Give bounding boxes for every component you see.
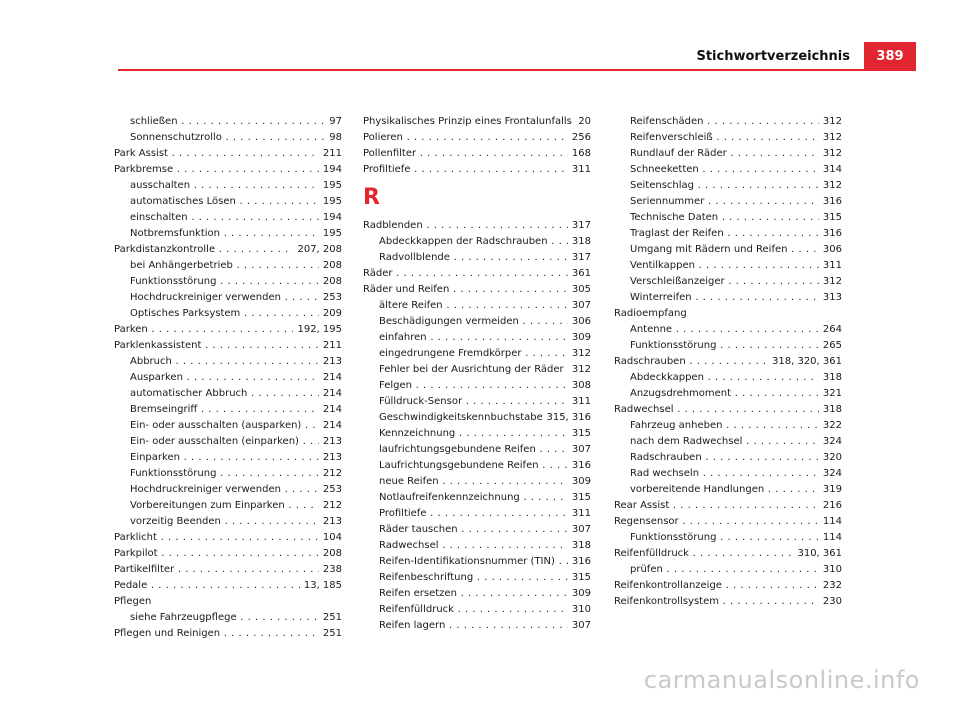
index-entry-label: eingedrungene Fremdkörper . . . <box>379 348 591 359</box>
index-subentry <box>114 418 342 434</box>
header-rule <box>118 69 916 71</box>
index-subentry <box>363 570 591 586</box>
index-entry-label: automatisches Lösen . . . <box>130 196 342 207</box>
index-entry-pages: 265 <box>819 338 842 354</box>
index-entry-pages: 195 <box>319 226 342 242</box>
index-entry-label: Reifenbeschriftung . . . <box>379 572 591 583</box>
index-entry-label: Reifenfülldruck . . . <box>614 548 842 559</box>
index-entry-pages: 322 <box>819 418 842 434</box>
index-entry-pages: 213 <box>319 354 342 370</box>
index-entry-pages: 214 <box>319 370 342 386</box>
index-entry-pages: 320 <box>819 450 842 466</box>
index-subentry <box>614 562 842 578</box>
index-entry-label: Antenne . . . <box>630 324 842 335</box>
index-subentry <box>114 466 342 482</box>
index-entry-label: neue Reifen . . . <box>379 476 591 487</box>
index-subentry <box>614 322 842 338</box>
index-entry-label: Radblenden . . . <box>363 220 591 231</box>
index-entry-label: Umgang mit Rädern und Reifen . . . <box>630 244 842 255</box>
index-entry-pages: 324 <box>819 434 842 450</box>
index-subentry <box>614 258 842 274</box>
index-subentry <box>614 146 842 162</box>
index-entry-label: vorzeitig Beenden . . . <box>130 516 342 527</box>
index-entry-label: Radwechsel . . . <box>379 540 591 551</box>
index-entry-pages: 318 <box>568 538 591 554</box>
index-entry-pages: 315 <box>568 426 591 442</box>
index-entry-label: Rear Assist . . . <box>614 500 842 511</box>
index-subentry <box>363 250 591 266</box>
index-entry-pages: 318, 320, 361 <box>768 354 842 370</box>
index-entry-label: Pflegen und Reinigen . . . <box>114 628 342 639</box>
index-entry-label: Ausparken . . . <box>130 372 342 383</box>
index-subentry <box>614 130 842 146</box>
index-entry <box>363 162 591 178</box>
index-entry-pages: 312 <box>819 178 842 194</box>
index-entry-label: Hochdruckreiniger verwenden . . . <box>130 292 342 303</box>
index-entry <box>114 546 342 562</box>
index-entry-label: Parken . . . <box>114 324 342 335</box>
index-entry <box>114 162 342 178</box>
index-entry-label: Seitenschlag . . . <box>630 180 842 191</box>
index-subentry <box>114 210 342 226</box>
index-subentry <box>114 402 342 418</box>
index-subentry <box>363 442 591 458</box>
index-subentry <box>114 514 342 530</box>
index-entry-pages: 312 <box>819 274 842 290</box>
index-entry-pages: 212 <box>319 498 342 514</box>
index-subentry <box>363 346 591 362</box>
index-entry-label: Notlaufreifenkennzeichnung . . . <box>379 492 591 503</box>
index-entry-label: Optisches Parksystem . . . <box>130 308 342 319</box>
index-subentry <box>614 370 842 386</box>
index-subentry <box>363 554 591 570</box>
index-subentry <box>114 130 342 146</box>
index-entry-pages: 253 <box>319 482 342 498</box>
index-entry-pages: 211 <box>319 338 342 354</box>
index-entry-pages: 312 <box>568 346 591 362</box>
index-entry <box>614 594 842 610</box>
index-entry-pages: 216 <box>819 498 842 514</box>
index-entry-pages: 315, 316 <box>542 410 591 426</box>
index-entry-label: Ein- oder ausschalten (ausparken) . . . <box>130 420 342 431</box>
index-entry-pages: 310, 361 <box>793 546 842 562</box>
index-entry-pages: 307 <box>568 442 591 458</box>
index-entry-label: Seriennummer . . . <box>630 196 842 207</box>
index-entry-pages: 114 <box>819 530 842 546</box>
index-subentry <box>363 602 591 618</box>
index-subentry <box>614 338 842 354</box>
index-entry-label: Parklicht . . . <box>114 532 342 543</box>
index-subentry <box>614 194 842 210</box>
index-entry-pages: 214 <box>319 418 342 434</box>
index-subentry <box>363 378 591 394</box>
index-entry <box>114 626 342 642</box>
index-subentry <box>363 490 591 506</box>
index-entry <box>114 146 342 162</box>
index-entry-label: Partikelfilter . . . <box>114 564 342 575</box>
index-entry-label: Anzugsdrehmoment . . . <box>630 388 842 399</box>
index-entry-label: Traglast der Reifen . . . <box>630 228 842 239</box>
index-entry-label: Abdeckkappen der Radschrauben . . . <box>379 236 591 247</box>
index-entry-pages: 230 <box>819 594 842 610</box>
index-entry-label: Geschwindigkeitskennbuchstabe . . . <box>379 412 591 423</box>
index-entry-label: siehe Fahrzeugpflege . . . <box>130 612 342 623</box>
index-entry-label: Sonnenschutzrollo . . . <box>130 132 342 143</box>
index-entry-pages: 13, 185 <box>300 578 342 594</box>
index-entry-label: ausschalten . . . <box>130 180 342 191</box>
index-entry-label: Fahrzeug anheben . . . <box>630 420 842 431</box>
index-entry <box>614 402 842 418</box>
index-entry <box>614 306 842 322</box>
index-subentry <box>114 450 342 466</box>
index-subentry <box>614 434 842 450</box>
index-entry-label: ältere Reifen . . . <box>379 300 591 311</box>
index-entry-label: Beschädigungen vermeiden . . . <box>379 316 591 327</box>
index-entry-label: Radvollblende . . . <box>379 252 591 263</box>
index-entry-label: Reifen ersetzen . . . <box>379 588 591 599</box>
index-entry-pages: 312 <box>819 130 842 146</box>
index-entry-label: Funktionsstörung . . . <box>130 276 342 287</box>
index-entry-pages: 213 <box>319 514 342 530</box>
index-entry-pages: 194 <box>319 210 342 226</box>
index-entry-label: Funktionsstörung . . . <box>630 340 842 351</box>
index-entry-pages: 194 <box>319 162 342 178</box>
index-entry-label: Profiltiefe . . . <box>363 164 591 175</box>
index-entry-pages: 20 <box>574 114 591 130</box>
index-subentry <box>614 466 842 482</box>
index-entry-pages: 311 <box>819 258 842 274</box>
index-entry-pages: 321 <box>819 386 842 402</box>
index-entry-pages: 213 <box>319 434 342 450</box>
index-entry-label: Radwechsel . . . <box>614 404 842 415</box>
index-entry-label: einfahren . . . <box>379 332 591 343</box>
index-entry-pages: 207, 208 <box>293 242 342 258</box>
index-entry-pages: 307 <box>568 618 591 634</box>
index-entry-label: einschalten . . . <box>130 212 342 223</box>
index-entry-label: automatischer Abbruch . . . <box>130 388 342 399</box>
index-entry-label: Technische Daten . . . <box>630 212 842 223</box>
index-subentry <box>363 234 591 250</box>
index-entry-label: Parkbremse . . . <box>114 164 342 175</box>
index-entry-label: Parkpilot . . . <box>114 548 342 559</box>
watermark-text: carmanualsonline.info <box>643 666 920 694</box>
index-entry <box>614 498 842 514</box>
index-entry-pages: 315 <box>819 210 842 226</box>
index-entry <box>614 546 842 562</box>
index-subentry <box>114 274 342 290</box>
index-entry-pages: 114 <box>819 514 842 530</box>
index-subentry <box>114 434 342 450</box>
index-subentry <box>114 114 342 130</box>
index-entry-pages: 316 <box>819 226 842 242</box>
index-subentry <box>114 290 342 306</box>
index-entry-pages: 316 <box>819 194 842 210</box>
index-subentry <box>363 458 591 474</box>
index-entry-pages: 319 <box>819 482 842 498</box>
index-entry <box>114 242 342 258</box>
index-entry-label: Schneeketten . . . <box>630 164 842 175</box>
index-subentry <box>363 426 591 442</box>
index-subentry <box>614 530 842 546</box>
index-entry-label: Regensensor . . . <box>614 516 842 527</box>
index-entry-pages: 213 <box>319 450 342 466</box>
index-entry-pages: 315 <box>568 490 591 506</box>
index-entry <box>114 322 342 338</box>
index-subentry <box>614 386 842 402</box>
index-entry-pages: 310 <box>568 602 591 618</box>
index-subentry <box>614 450 842 466</box>
index-subentry <box>114 386 342 402</box>
index-entry-label: Räder und Reifen . . . <box>363 284 591 295</box>
index-entry-label: Reifenfülldruck . . . <box>379 604 591 615</box>
index-subentry <box>363 506 591 522</box>
index-entry-label: Ein- oder ausschalten (einparken) . . . <box>130 436 342 447</box>
index-subentry <box>614 162 842 178</box>
index-entry <box>114 594 342 610</box>
index-entry-pages: 195 <box>319 178 342 194</box>
index-subentry <box>363 298 591 314</box>
index-entry-label: Parklenkassistent . . . <box>114 340 342 351</box>
index-subentry <box>614 274 842 290</box>
index-entry-label: Abbruch . . . <box>130 356 342 367</box>
index-subentry <box>614 482 842 498</box>
index-subentry <box>363 314 591 330</box>
index-entry-label: Bremseingriff . . . <box>130 404 342 415</box>
index-entry <box>363 130 591 146</box>
index-entry-pages: 251 <box>319 610 342 626</box>
index-entry-pages: 238 <box>319 562 342 578</box>
index-entry-pages: 211 <box>319 146 342 162</box>
index-entry-pages: 256 <box>568 130 591 146</box>
index-subentry <box>614 210 842 226</box>
index-subentry <box>614 418 842 434</box>
index-entry-pages: 209 <box>319 306 342 322</box>
index-entry-label: Radschrauben . . . <box>614 356 842 367</box>
index-entry-pages: 311 <box>568 394 591 410</box>
index-entry-label: Funktionsstörung . . . <box>630 532 842 543</box>
index-entry-pages: 309 <box>568 586 591 602</box>
index-subentry <box>614 290 842 306</box>
index-entry-pages: 309 <box>568 474 591 490</box>
index-entry-pages: 312 <box>568 362 591 378</box>
index-entry-label: laufrichtungsgebundene Reifen . . . <box>379 444 591 455</box>
index-entry <box>614 578 842 594</box>
index-entry <box>114 530 342 546</box>
index-entry-label: Pollenfilter . . . <box>363 148 591 159</box>
index-subentry <box>363 586 591 602</box>
index-entry-pages: 192, 195 <box>293 322 342 338</box>
index-entry <box>614 514 842 530</box>
index-entry-label: Hochdruckreiniger verwenden . . . <box>130 484 342 495</box>
index-entry-pages: 212 <box>319 466 342 482</box>
index-entry-label: Abdeckkappen . . . <box>630 372 842 383</box>
index-entry <box>114 578 342 594</box>
index-entry-pages: 311 <box>568 162 591 178</box>
index-subentry <box>114 370 342 386</box>
index-entry-pages: 253 <box>319 290 342 306</box>
index-column-3 <box>614 114 842 610</box>
index-entry-label: Reifen-Identifikationsnummer (TIN) . . . <box>379 556 591 567</box>
index-entry-pages: 208 <box>319 258 342 274</box>
index-subentry <box>363 618 591 634</box>
index-entry-label: Notbremsfunktion . . . <box>130 228 342 239</box>
index-entry-pages: 264 <box>819 322 842 338</box>
index-entry-pages: 307 <box>568 298 591 314</box>
index-entry-label: Räder tauschen . . . <box>379 524 591 535</box>
index-entry-pages: 318 <box>819 370 842 386</box>
index-entry-pages: 208 <box>319 274 342 290</box>
index-subentry <box>614 178 842 194</box>
index-entry-label: vorbereitende Handlungen . . . <box>630 484 842 495</box>
index-entry-label: Polieren . . . <box>363 132 591 143</box>
index-entry <box>363 218 591 234</box>
index-entry-label: Radioempfang <box>614 308 687 319</box>
index-entry-label: Vorbereitungen zum Einparken . . . <box>130 500 342 511</box>
index-entry <box>363 282 591 298</box>
index-subentry <box>614 226 842 242</box>
index-entry <box>363 266 591 282</box>
running-header-title: Stichwortverzeichnis <box>696 49 850 64</box>
index-entry-label: Reifenverschleiß . . . <box>630 132 842 143</box>
index-entry-label: Kennzeichnung . . . <box>379 428 591 439</box>
index-entry-label: nach dem Radwechsel . . . <box>630 436 842 447</box>
index-entry-pages: 306 <box>568 314 591 330</box>
index-entry-label: Verschleißanzeiger . . . <box>630 276 842 287</box>
index-entry-pages: 312 <box>819 114 842 130</box>
index-entry-pages: 104 <box>319 530 342 546</box>
index-entry-pages: 361 <box>568 266 591 282</box>
index-entry-label: Park Assist . . . <box>114 148 342 159</box>
index-entry-pages: 307 <box>568 522 591 538</box>
index-entry-pages: 316 <box>568 458 591 474</box>
index-entry-label: Reifen lagern . . . <box>379 620 591 631</box>
index-subentry <box>114 194 342 210</box>
index-subentry <box>114 258 342 274</box>
index-subentry <box>114 226 342 242</box>
index-subentry <box>114 306 342 322</box>
index-entry <box>114 562 342 578</box>
page-number-badge: 389 <box>864 42 916 70</box>
index-entry-pages: 208 <box>319 546 342 562</box>
index-entry-pages: 305 <box>568 282 591 298</box>
index-subentry <box>363 474 591 490</box>
index-entry-pages: 309 <box>568 330 591 346</box>
index-entry-pages: 195 <box>319 194 342 210</box>
index-entry-label: Rad wechseln . . . <box>630 468 842 479</box>
index-entry-label: Reifenkontrollanzeige . . . <box>614 580 842 591</box>
index-subentry <box>363 330 591 346</box>
index-column-2 <box>363 114 591 634</box>
index-entry-pages: 313 <box>819 290 842 306</box>
index-entry-label: Pflegen <box>114 596 152 607</box>
index-entry-pages: 316 <box>568 554 591 570</box>
index-entry-label: Pedale . . . <box>114 580 342 591</box>
index-entry-label: Fehler bei der Ausrichtung der Räder . . . <box>379 364 591 375</box>
index-entry-label: Einparken . . . <box>130 452 342 463</box>
index-entry-label: Reifenkontrollsystem . . . <box>614 596 842 607</box>
index-entry-label: schließen . . . <box>130 116 342 127</box>
index-entry-pages: 314 <box>819 162 842 178</box>
index-subentry <box>114 482 342 498</box>
index-entry-pages: 232 <box>819 578 842 594</box>
index-entry-label: Laufrichtungsgebundene Reifen . . . <box>379 460 591 471</box>
index-entry-pages: 306 <box>819 242 842 258</box>
index-column-1 <box>114 114 342 642</box>
index-subentry <box>114 178 342 194</box>
index-entry-label: Parkdistanzkontrolle . . . <box>114 244 342 255</box>
index-entry-pages: 308 <box>568 378 591 394</box>
index-section-letter: R <box>363 185 380 210</box>
index-entry-pages: 317 <box>568 218 591 234</box>
index-entry-label: Ventilkappen . . . <box>630 260 842 271</box>
index-entry-label: Reifenschäden . . . <box>630 116 842 127</box>
index-entry-label: bei Anhängerbetrieb . . . <box>130 260 342 271</box>
index-entry <box>363 114 591 130</box>
index-entry-pages: 214 <box>319 386 342 402</box>
index-subentry <box>363 394 591 410</box>
index-entry-label: prüfen . . . <box>630 564 842 575</box>
index-entry-pages: 324 <box>819 466 842 482</box>
index-entry-label: Radschrauben . . . <box>630 452 842 463</box>
index-subentry <box>614 242 842 258</box>
index-entry-pages: 251 <box>319 626 342 642</box>
index-entry-pages: 168 <box>568 146 591 162</box>
index-subentry <box>114 354 342 370</box>
index-entry-pages: 97 <box>325 114 342 130</box>
index-entry <box>363 146 591 162</box>
index-entry-pages: 312 <box>819 146 842 162</box>
index-subentry <box>363 410 591 426</box>
index-entry-label: Rundlauf der Räder . . . <box>630 148 842 159</box>
index-entry <box>114 338 342 354</box>
index-entry-label: Funktionsstörung . . . <box>130 468 342 479</box>
index-subentry <box>363 362 591 378</box>
index-entry <box>614 354 842 370</box>
index-subentry <box>363 538 591 554</box>
index-entry-pages: 98 <box>325 130 342 146</box>
index-subentry <box>614 114 842 130</box>
index-entry-label: Profiltiefe . . . <box>379 508 591 519</box>
index-entry-pages: 214 <box>319 402 342 418</box>
index-entry-pages: 317 <box>568 250 591 266</box>
index-entry-label: Winterreifen . . . <box>630 292 842 303</box>
index-entry-label: Räder . . . <box>363 268 591 279</box>
index-entry-pages: 318 <box>568 234 591 250</box>
index-entry-pages: 318 <box>819 402 842 418</box>
index-entry-label: Felgen . . . <box>379 380 591 391</box>
index-entry-pages: 315 <box>568 570 591 586</box>
index-subentry <box>363 522 591 538</box>
index-subentry <box>114 498 342 514</box>
index-entry-pages: 311 <box>568 506 591 522</box>
index-entry-label: Fülldruck-Sensor . . . <box>379 396 591 407</box>
index-subentry <box>114 610 342 626</box>
index-entry-pages: 310 <box>819 562 842 578</box>
index-entry-label: Physikalisches Prinzip eines Frontalunfalls . . . <box>363 116 591 127</box>
